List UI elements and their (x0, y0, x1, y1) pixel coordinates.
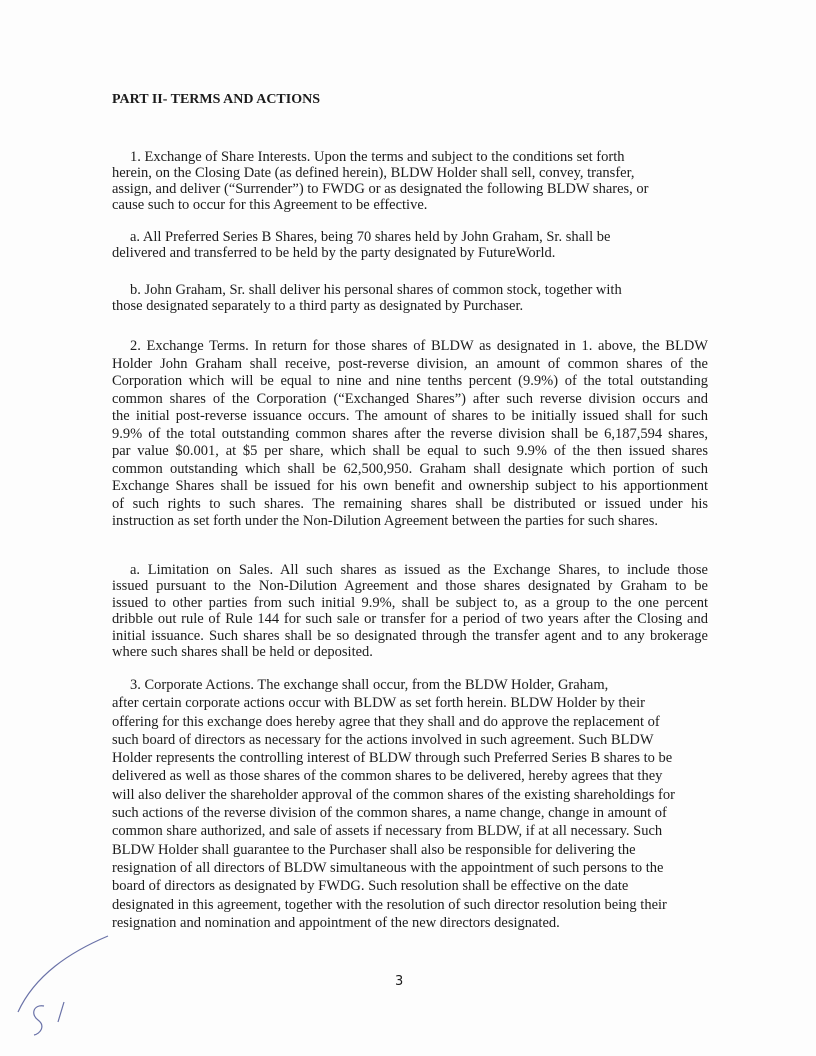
paragraph-personal-shares (112, 282, 708, 314)
text-line: delivered and transferred to be held by the party designated by FutureWorld. (112, 245, 556, 261)
text-line: designated in this agreement, together with the resolution of such director resolution being their (112, 896, 667, 913)
text-line: cause such to occur for this Agreement to be effective. (112, 197, 428, 213)
text-line: offering for this exchange does hereby agree that they shall and do approve the replacement of (112, 713, 660, 730)
text-line: board of directors as designated by FWDG. Such resolution shall be effective on the date (112, 878, 629, 895)
text-line: those designated separately to a third party as designated by Purchaser. (112, 298, 524, 314)
paragraph-corporate-actions (112, 676, 708, 932)
text-line: such actions of the reverse division of the common shares, a name change, change in amount of (112, 805, 667, 822)
paragraph-limitation-on-sales (112, 562, 708, 660)
text-line: will also deliver the shareholder approval of the common shares of the existing shareholdings for (112, 786, 675, 803)
text-line: of such rights to such shares. The remaining shares shall be distributed or issued under his (112, 495, 708, 512)
text-line: such board of directors as necessary for the actions involved in such agreement. Such BLDW (112, 731, 654, 748)
text-line: a. Limitation on Sales. All such shares as issued as the Exchange Shares, to include those (130, 562, 708, 578)
paragraph-preferred-series-b (112, 229, 708, 261)
text-line: where such shares shall be held or deposited. (112, 644, 373, 661)
text-line: the initial post-reverse issuance occurs. The amount of shares to be initially issued shall for such (112, 408, 708, 424)
text-line: instruction as set forth under the Non-Dilution Agreement between the parties for such shares. (112, 513, 659, 529)
text-line: issued pursuant to the Non-Dilution Agreement and those shares designated by Graham to be (112, 578, 708, 595)
text-line: dribble out rule of Rule 144 for such sale or transfer for a period of two years after the Closing and (112, 611, 708, 628)
text-line: assign, and deliver (“Surrender”) to FWDG or as designated the following BLDW shares, or (112, 181, 649, 197)
text-line: 3. Corporate Actions. The exchange shall occur, from the BLDW Holder, Graham, (130, 677, 609, 693)
section-heading: PART II- TERMS AND ACTIONS (112, 92, 320, 107)
text-line: delivered as well as those shares of the common shares to be delivered, hereby agrees that they (112, 768, 663, 785)
text-line: Corporation which will be equal to nine and nine tenths percent (9.9%) of the total outstanding (112, 373, 708, 389)
paragraph-exchange-terms (112, 338, 708, 531)
text-line: common share authorized, and sale of assets if necessary from BLDW, if at all necessary. Such (112, 823, 663, 840)
text-line: a. All Preferred Series B Shares, being 70 shares held by John Graham, Sr. shall be (130, 229, 611, 245)
text-line: resignation of all directors of BLDW simultaneous with the appointment of such persons to the (112, 859, 664, 876)
text-line: par value $0.001, at $5 per share, which shall be equal to such 9.9% of the then issued shares (112, 443, 708, 459)
text-line: after certain corporate actions occur with BLDW as set forth herein. BLDW Holder by their (112, 695, 645, 712)
text-line: common shares of the Corporation (“Exchanged Shares”) after such reverse division occurs and (112, 390, 708, 407)
text-line: 2. Exchange Terms. In return for those shares of BLDW as designated in 1. above, the BLDW (130, 338, 708, 354)
text-line: Holder John Graham shall receive, post-reverse division, an amount of common shares of the (112, 355, 708, 372)
paragraph-exchange-of-share-interests (112, 149, 708, 213)
text-line: 1. Exchange of Share Interests. Upon the terms and subject to the conditions set forth (130, 149, 625, 165)
text-line: 9.9% of the total outstanding common shares after the reverse division shall be 6,187,594 shares, (112, 425, 708, 442)
handwritten-initials (0, 930, 130, 1040)
text-line: common outstanding which shall be 62,500,950. Graham shall designate which portion of such (112, 460, 708, 477)
text-line: herein, on the Closing Date (as defined herein), BLDW Holder shall sell, convey, transfer, (112, 165, 635, 181)
text-line: b. John Graham, Sr. shall deliver his personal shares of common stock, together with (130, 282, 622, 298)
text-line: issued to other parties from such initial 9.9%, shall be subject to, as a group to the one percent (112, 594, 708, 611)
text-line: Exchange Shares shall be issued for his own benefit and ownership subject to his apportionment (112, 478, 708, 494)
text-line: resignation and nomination and appointment of the new directors designated. (112, 914, 560, 931)
text-line: Holder represents the controlling interest of BLDW through such Preferred Series B shares to be (112, 750, 673, 767)
text-line: initial issuance. Such shares shall be so designated through the transfer agent and to any brokerage (112, 627, 708, 644)
page-number: 3 (395, 974, 404, 989)
text-line: BLDW Holder shall guarantee to the Purchaser shall also be responsible for delivering the (112, 841, 636, 858)
